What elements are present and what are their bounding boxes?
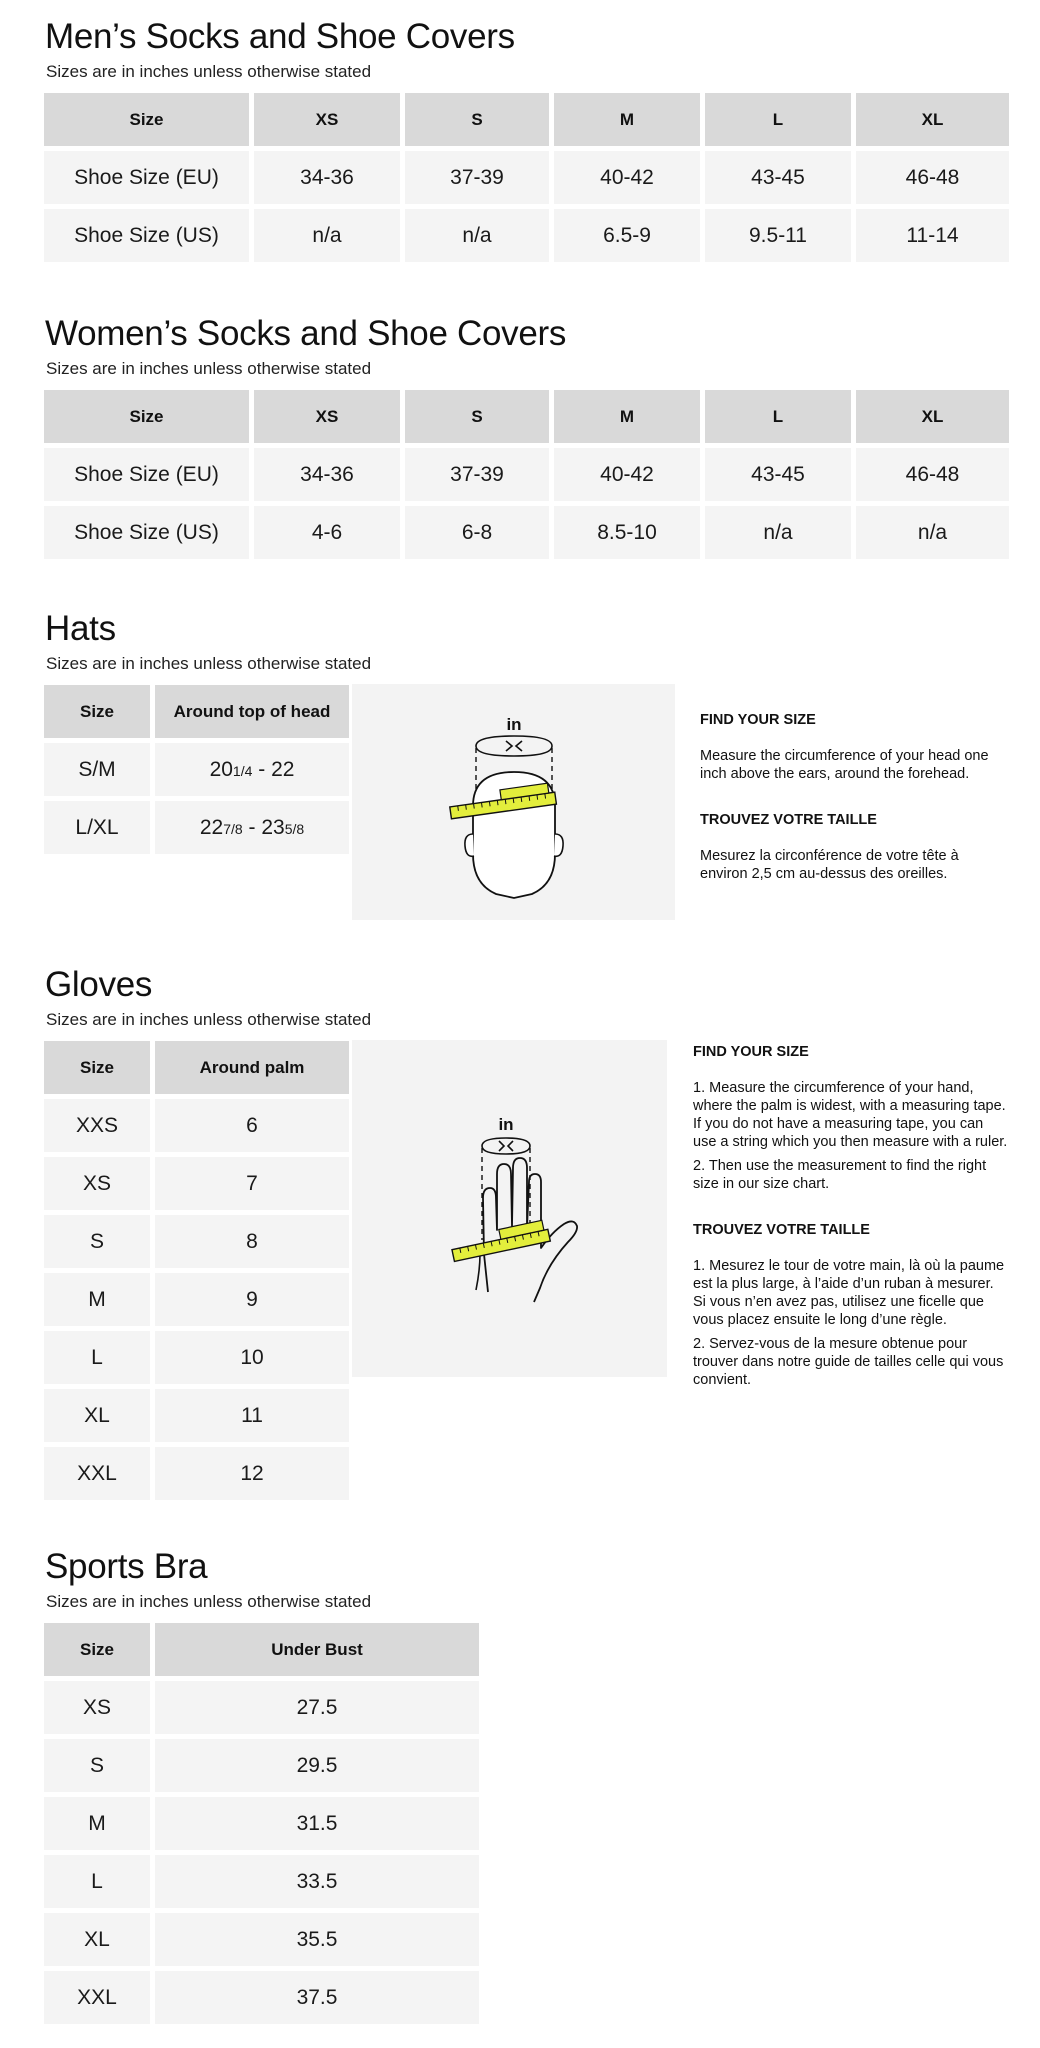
womens-socks-title: Women’s Socks and Shoe Covers	[45, 314, 567, 353]
womens-socks-subtitle: Sizes are in inches unless otherwise stated	[46, 359, 372, 378]
header-cell: XL	[856, 93, 1009, 146]
table-cell: L	[44, 1855, 150, 1908]
table-header-row	[44, 1623, 479, 1676]
table-cell	[155, 801, 349, 854]
unit-label: in	[498, 1115, 514, 1134]
table-cell: 6.5-9	[554, 209, 700, 262]
table-cell: XXS	[44, 1099, 150, 1152]
header-cell: XS	[254, 390, 400, 443]
header-cell: Size	[44, 685, 150, 738]
table-cell: M	[44, 1273, 150, 1326]
header-cell: XL	[856, 390, 1009, 443]
mens-socks-title: Men’s Socks and Shoe Covers	[45, 17, 515, 56]
table-cell: M	[44, 1797, 150, 1850]
range-separator: -	[242, 815, 262, 839]
find-size-text: Measure the circumference of your head one inch above the ears, around the forehead.	[700, 748, 989, 782]
table-cell: 10	[155, 1331, 349, 1384]
table-cell: XL	[44, 1913, 150, 1966]
find-size-heading: FIND YOUR SIZE	[693, 1044, 809, 1060]
header-cell: L	[705, 93, 851, 146]
table-cell: n/a	[705, 506, 851, 559]
table-cell: 8.5-10	[554, 506, 700, 559]
table-cell: XL	[44, 1389, 150, 1442]
row-label-cell: Shoe Size (EU)	[44, 448, 249, 501]
table-cell: 33.5	[155, 1855, 479, 1908]
table-cell: n/a	[405, 209, 549, 262]
row-label-cell: Shoe Size (US)	[44, 506, 249, 559]
sports-bra-subtitle: Sizes are in inches unless otherwise stated	[46, 1592, 372, 1611]
header-cell: S	[405, 390, 549, 443]
table-cell: 29.5	[155, 1739, 479, 1792]
header-cell: S	[405, 93, 549, 146]
table-cell: 27.5	[155, 1681, 479, 1734]
sports-bra-title: Sports Bra	[45, 1547, 208, 1586]
hats-instructions	[700, 711, 1008, 889]
hats-title: Hats	[45, 609, 116, 648]
table-cell: 11-14	[856, 209, 1009, 262]
table-row	[44, 1389, 349, 1442]
gloves-title: Gloves	[45, 965, 153, 1004]
header-cell: M	[554, 93, 700, 146]
hats-subtitle: Sizes are in inches unless otherwise stated	[46, 654, 372, 673]
table-row	[44, 1681, 479, 1734]
find-size-step: 2. Then use the measurement to find the right size in our size chart.	[693, 1158, 987, 1192]
table-row	[44, 1797, 479, 1850]
table-row	[44, 209, 1009, 262]
womens-socks-table	[39, 385, 1014, 564]
gloves-instructions	[693, 1043, 1008, 1395]
table-cell: 40-42	[554, 448, 700, 501]
range-separator: -	[252, 757, 272, 781]
table-row	[44, 1215, 349, 1268]
table-cell: 37.5	[155, 1971, 479, 2024]
table-cell: 31.5	[155, 1797, 479, 1850]
table-row	[44, 1099, 349, 1152]
range-start-fraction: 1/4	[232, 762, 253, 779]
table-cell: 6	[155, 1099, 349, 1152]
trouvez-taille-heading: TROUVEZ VOTRE TAILLE	[700, 812, 877, 828]
header-cell: Size	[44, 93, 249, 146]
table-row	[44, 1273, 349, 1326]
unit-label: in	[506, 715, 522, 734]
trouvez-taille-step: 2. Servez-vous de la mesure obtenue pour trouver dans notre guide de tailles celle qui vous convient.	[693, 1336, 1004, 1388]
header-cell: Size	[44, 1041, 150, 1094]
table-row	[44, 1157, 349, 1210]
table-cell: S/M	[44, 743, 150, 796]
table-cell: n/a	[254, 209, 400, 262]
range-start: 20	[209, 757, 233, 781]
table-header-row	[44, 93, 1009, 146]
header-cell: Under Bust	[155, 1623, 479, 1676]
table-row	[44, 1855, 479, 1908]
mens-socks-table	[39, 88, 1014, 267]
header-cell: Around palm	[155, 1041, 349, 1094]
table-cell: 4-6	[254, 506, 400, 559]
header-cell: M	[554, 390, 700, 443]
table-cell: 37-39	[405, 448, 549, 501]
table-row	[44, 448, 1009, 501]
table-cell: 9	[155, 1273, 349, 1326]
table-row	[44, 1447, 349, 1500]
range-start-fraction: 7/8	[223, 820, 243, 837]
hats-table	[39, 680, 354, 859]
table-cell: 6-8	[405, 506, 549, 559]
table-header-row	[44, 390, 1009, 443]
table-cell: n/a	[856, 506, 1009, 559]
table-cell: 46-48	[856, 151, 1009, 204]
table-row	[44, 506, 1009, 559]
mens-socks-subtitle: Sizes are in inches unless otherwise stated	[46, 62, 372, 81]
table-cell: 40-42	[554, 151, 700, 204]
table-cell: 43-45	[705, 448, 851, 501]
header-cell: L	[705, 390, 851, 443]
table-cell: XS	[44, 1681, 150, 1734]
table-cell: 7	[155, 1157, 349, 1210]
find-size-heading: FIND YOUR SIZE	[700, 712, 816, 728]
row-label-cell: Shoe Size (US)	[44, 209, 249, 262]
header-cell: XS	[254, 93, 400, 146]
table-row	[44, 151, 1009, 204]
table-row	[44, 801, 349, 854]
hand-measure-illustration	[352, 1040, 667, 1377]
table-header-row	[44, 1041, 349, 1094]
table-cell: L/XL	[44, 801, 150, 854]
table-cell: 8	[155, 1215, 349, 1268]
sports-bra-table	[39, 1618, 484, 2029]
table-cell: 37-39	[405, 151, 549, 204]
table-header-row	[44, 685, 349, 738]
table-row	[44, 1913, 479, 1966]
table-cell: 46-48	[856, 448, 1009, 501]
table-cell: 34-36	[254, 448, 400, 501]
table-cell: 11	[155, 1389, 349, 1442]
table-cell: S	[44, 1739, 150, 1792]
gloves-subtitle: Sizes are in inches unless otherwise stated	[46, 1010, 372, 1029]
row-label-cell: Shoe Size (EU)	[44, 151, 249, 204]
table-cell: L	[44, 1331, 150, 1384]
range-end: 22	[271, 757, 295, 781]
range-start: 22	[199, 815, 224, 839]
table-cell: XXL	[44, 1447, 150, 1500]
trouvez-taille-heading: TROUVEZ VOTRE TAILLE	[693, 1222, 870, 1238]
table-row	[44, 1971, 479, 2024]
table-cell: 35.5	[155, 1913, 479, 1966]
table-cell: 43-45	[705, 151, 851, 204]
gloves-table	[39, 1036, 354, 1505]
table-cell: S	[44, 1215, 150, 1268]
find-size-step: 1. Measure the circumference of your hand, where the palm is widest, with a measuring tape. If you do not have a measuring tape, you can use a string which you then measure with a ruler.	[693, 1080, 1008, 1150]
table-row	[44, 1739, 479, 1792]
range-end-fraction: 5/8	[284, 820, 305, 837]
header-cell: Size	[44, 1623, 150, 1676]
table-cell: 9.5-11	[705, 209, 851, 262]
table-cell: 34-36	[254, 151, 400, 204]
hand-measure-icon	[352, 1040, 667, 1377]
range-end: 23	[261, 815, 285, 839]
head-measure-icon	[352, 684, 675, 920]
trouvez-taille-step: 1. Mesurez le tour de votre main, là où la paume est la plus large, à l’aide d’un ruban à mesurer. Si vous n’en avez pas, utilisez une ficelle que vous placez ensuite le long d’une règle.	[693, 1258, 1005, 1328]
table-cell	[155, 743, 349, 796]
table-row	[44, 743, 349, 796]
table-cell: XS	[44, 1157, 150, 1210]
table-cell: 12	[155, 1447, 349, 1500]
head-measure-illustration	[352, 684, 675, 920]
trouvez-taille-text: Mesurez la circonférence de votre tête à environ 2,5 cm au-dessus des oreilles.	[700, 848, 959, 882]
header-cell: Around top of head	[155, 685, 349, 738]
table-cell: XXL	[44, 1971, 150, 2024]
header-cell: Size	[44, 390, 249, 443]
table-row	[44, 1331, 349, 1384]
